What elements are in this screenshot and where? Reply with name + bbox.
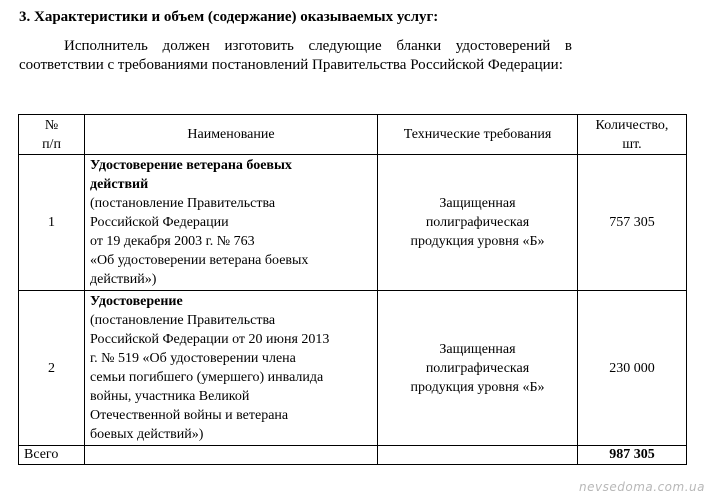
intro-paragraph — [19, 37, 572, 75]
header-num-line1: № — [44, 117, 59, 133]
table-row — [19, 291, 687, 446]
row-title-line: Удостоверение — [90, 294, 183, 309]
site-watermark: nevsedoma.com.ua — [579, 480, 705, 494]
header-qty-line2: шт. — [622, 136, 642, 152]
row-num: 1 — [19, 155, 85, 291]
table-row — [19, 155, 687, 291]
intro-rest: соответствии с требованиями постановлений Правительства Российской Федерации: — [19, 57, 563, 73]
header-name: Наименование — [85, 115, 378, 155]
row-desc-line: (постановление Правительства — [90, 196, 276, 211]
row-qty: 230 000 — [578, 291, 687, 446]
table-header-row — [19, 115, 687, 155]
row-tech-line: продукция уровня «Б» — [410, 379, 545, 395]
row-num: 2 — [19, 291, 85, 446]
row-desc-line: г. № 519 «Об удостоверении члена — [90, 351, 296, 366]
row-tech-line: полиграфическая — [425, 215, 530, 230]
row-desc-line: Российской Федерации от 20 июня 2013 — [90, 332, 330, 347]
section-heading: 3. Характеристики и объем (содержание) оказываемых услуг: — [19, 9, 439, 25]
row-desc-line: боевых действий») — [90, 427, 204, 442]
row-tech-line: Защищенная — [439, 341, 516, 357]
header-tech: Технические требования — [378, 115, 578, 155]
row-title-line: Удостоверение ветерана боевых — [90, 158, 292, 173]
row-name — [85, 155, 378, 291]
row-name — [85, 291, 378, 446]
row-tech — [378, 155, 578, 291]
row-title-line: действий — [90, 177, 149, 192]
total-empty-cell — [378, 446, 578, 465]
row-desc-line: действий») — [90, 272, 157, 287]
services-table — [18, 114, 687, 465]
header-qty — [578, 115, 687, 155]
total-row — [19, 446, 687, 465]
header-num — [19, 115, 85, 155]
total-qty: 987 305 — [578, 446, 687, 465]
row-qty: 757 305 — [578, 155, 687, 291]
row-desc-line: Отечественной войны и ветерана — [90, 408, 289, 423]
row-desc-line: «Об удостоверении ветерана боевых — [90, 253, 309, 268]
row-desc-line: войны, участника Великой — [90, 389, 250, 404]
row-tech-line: Защищенная — [439, 196, 516, 211]
row-desc-line: Российской Федерации — [90, 215, 229, 230]
row-desc-line: от 19 декабря 2003 г. № 763 — [90, 234, 255, 249]
row-desc-line: семьи погибшего (умершего) инвалида — [90, 370, 324, 385]
row-tech — [378, 291, 578, 446]
header-num-line2: п/п — [42, 136, 61, 152]
row-tech-line: продукция уровня «Б» — [410, 234, 545, 249]
intro-line-1: Исполнитель должен изготовить следующие бланки удостоверений в — [64, 38, 572, 54]
row-desc-line: (постановление Правительства — [90, 313, 276, 328]
total-empty-cell — [85, 446, 378, 465]
total-label: Всего — [19, 446, 85, 465]
row-tech-line: полиграфическая — [425, 360, 530, 376]
header-qty-line1: Количество, — [595, 117, 669, 133]
